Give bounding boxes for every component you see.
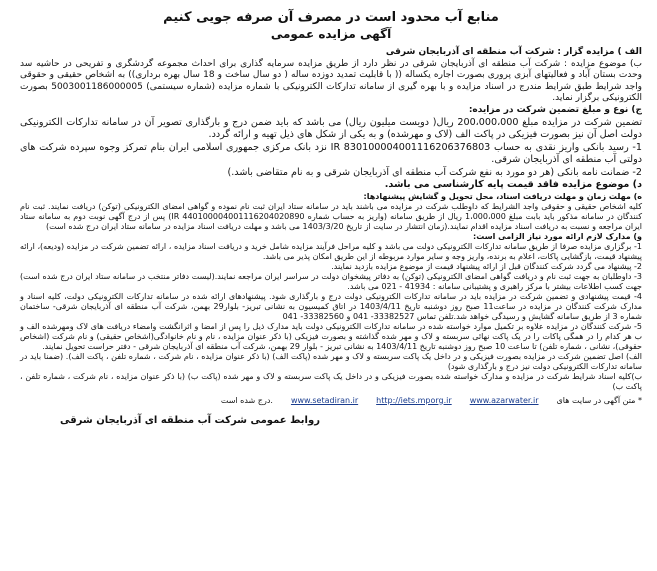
sites-note: * متن آگهی در سایت های (556, 395, 642, 405)
site-link-setadiran[interactable]: www.setadiran.ir (290, 395, 359, 405)
section-v-title: و) مدارک لازم ارائه مورد نیاز الزامی است: (473, 231, 642, 241)
section-c-body: تضمین شرکت در مزایده مبلغ 200،000،000 ریال( دویست میلیون ریال) می باشد که باید ضمن درج و بارگذاری تصویر آن در سامانه تدارکات الکترونیکی دولت اصل آن نیز بصورت فیزیکی در پاکت الف (لاک و مهرشده) و به یکی از شکل های ذیل تهیه و ارائه گردد. (20, 116, 642, 141)
section-h-title: ه) مهلت زمان و مهلت دریافت اسناد، محل تحویل و گشایش پیشنهادها: (363, 191, 642, 201)
notice-slogan: منابع آب محدود است در مصرف آن صرفه جویی کنیم (163, 10, 499, 25)
requirement-1: 1- برگزاری مزایده صرفا از طریق سامانه تدارکات الکترونیکی دولت می باشد و کلیه مراحل فرآیند مزایده شامل خرید و دریافت اسناد مزایده ، ارائه تضمین شرکت در مزایده (ودیعه)، ارائه پیشنهاد قیمت، بازگشایی پاکات، اعلام به برنده، واریز وجه و سایر موارد مربوطه از این طریق امکان پذیر می باشد. (20, 241, 642, 261)
requirement-4: 4- قیمت پیشنهادی و تضمین شرکت در مزایده باید در سامانه تدارکات الکترونیکی دولت درج و بارگذاری شود. پیشنهادهای ارائه شده در سامانه تدارکات الکترونیکی دولت، کلیه اسناد و مدارک شرکت کنندگان در مزایده در ساعت11 صبح روز دوشنبه تاریخ 1403/4/11 در اتاق کمیسیون به نشانی تبریز- بلوار29 بهمن، شرکت آب منطقه ای آذربایجان شرقی- ساختمان شماره 3 از طریق سامانه گشایش و رسیدگی خواهد شد.تلفن تماس 33382527- 041 و 33382560- 041 (20, 291, 642, 321)
section-a: الف ) مزایده گزار : شرکت آب منطقه ای آذربایجان شرقی (385, 47, 642, 57)
section-c-title: ج) نوع و مبلغ تضمین شرکت در مزایده: (468, 104, 642, 115)
guarantee-item-1: 1- رسید بانکی واریز نقدی به حساب IR 830100004001116206376803 نزد بانک مرکزی جمهوری اسلامی ایران بنام تمرکز وجوه سپرده شرکت های دولتی آب منطقه ای آذربایجان شرقی. (20, 141, 642, 166)
requirement-envelope-b: ب)کلیه اسناد شرایط شرکت در مزایده و مدارک خواسته شده بصورت فیزیکی و در داخل یک پاکت سربسته و لاک و مهر شده (پاکت ب) (با ذکر عنوان مزایده ، نام شرکت ، شماره تلفن ، پاکت ب) (20, 371, 642, 391)
footer-signature (20, 415, 642, 426)
auction-notice (20, 4, 642, 426)
public-relations-signature: روابط عمومی شرکت آب منطقه ای آذربایجان شرقی (60, 414, 320, 426)
section-b: ب) موضوع مزایده : شرکت آب منطقه ای آذربایجان شرقی در نظر دارد از طریق مزایده سرمایه گذاری برای احداث مجموعه گردشگری و تفریحی در حاشیه سد وحدت بستان آباد و فعالیتهای آبزی پروری بصورت اجاره یکساله (( با قابلیت تمدید دوزده ساله ( دو سال ساخت و 18 سال بهره برداری)) به اشخاص حقیقی و حقوقی واجد شرایط طبق شرایط مندرج در اسناد مزایده و با بهره گیری از سامانه تدارکات الکترونیکی با شماره مزایده (شماره سیستمی) 5003001186000005 بصورت الکترونیکی برگزار نماید. (20, 58, 642, 104)
guarantee-item-2: 2- ضمانت نامه بانکی (هر دو مورد به نفع شرکت آب منطقه ای آذربایجان شرقی و به نام متقاضی باشد.) (227, 166, 642, 178)
requirement-2: 2- پیشنهاد می گردد شرکت کنندگان قبل از ارائه پیشنهاد قیمت از موضوع مزایده بازدید نمایند. (331, 261, 642, 271)
section-h-body: کلیه اشخاص حقیقی و حقوقی واجد الشرایط که داوطلب شرکت در مزایده می باشند باید در سامانه ستاد ایران ثبت نام نموده و گواهی امضای الکترونیکی (توکن) دریافت نمایند. ثبت نام کنندگان در سامانه مذکور باید بابت مبلغ 1،000،000 ریال از طریق سامانه (واریز به حساب شماره IR 440100004001116204020890) پس از درج آگهی نوبت دوم به سامانه ستاد ایران مراجعه و نسبت به دریافت اسناد مزایده اقدام نمایند.(زمان انتشار در سایت از تاریخ 1403/3/20 می باشد و مهلت دریافت اسناد مزایده در سامانه ستاد ایران درج شده است) (20, 201, 643, 231)
site-link-iets[interactable]: http://iets.mporg.ir (376, 395, 452, 405)
sites-suffix: درج شده است. (220, 395, 273, 405)
requirement-3: 3- داوطلبان به جهت ثبت نام و دریافت گواهی امضای الکترونیکی (توکن) به دفاتر پیشخوان دولت در سراسر ایران مراجعه نمایند.(لیست دفاتر منتخب در سامانه ستاد ایران درج شده است) جهت کسب اطلاعات بیشتر با مرکز راهبری و پشتیبانی سامانه : 41934 - 021 می باشد. (20, 271, 642, 291)
site-link-azarwater[interactable]: www.azarwater.ir (469, 395, 539, 405)
notice-title: آگهی مزایده عمومی (270, 27, 392, 41)
requirement-5: 5- شرکت کنندگان در مزایده علاوه بر تکمیل موارد خواسته شده در سامانه تدارکات الکترونیکی دولت باید مدارک ذیل را پس از امضا و اثرانگشت وامضاء دریافت های لاک ومهرشده الف و ب هر کدام را در همگی پاکات را در یک پاکت نهائی سربسته و لاک و مهر شده گذاشته و بصورت فیزیکی (با ذکر عنوان مزایده ، نام و نام خانوادگی(اشخاص حقیقی) و نام شرکت (اشخاص حقوقی)، نشانی ، شماره تلفن) تا ساعت 10 صبح روز دوشنبه تاریخ 1403/4/11 به نشانی تبریز - بلوار 29 بهمن، شرکت آب منطقه ای آذربایجان شرقی - دفتر حراست تحویل نمایند. (20, 321, 642, 351)
requirement-envelope-a: الف) اصل تضمین شرکت در مزایده بصورت فیزیکی و در داخل یک پاکت سربسته و لاک و مهر شده (پاکت الف) (با ذکر عنوان مزایده ، نام شرکت ، شماره تلفن ، پاکت الف). (ضمنا باید در سامانه تدارکات الکترونیکی دولت نیز درج و بارگذاری شود) (20, 351, 642, 371)
section-d: د) موضوع مزایده فاقد قیمت پایه کارشناسی می باشد. (384, 179, 642, 191)
source-sites (20, 396, 642, 405)
